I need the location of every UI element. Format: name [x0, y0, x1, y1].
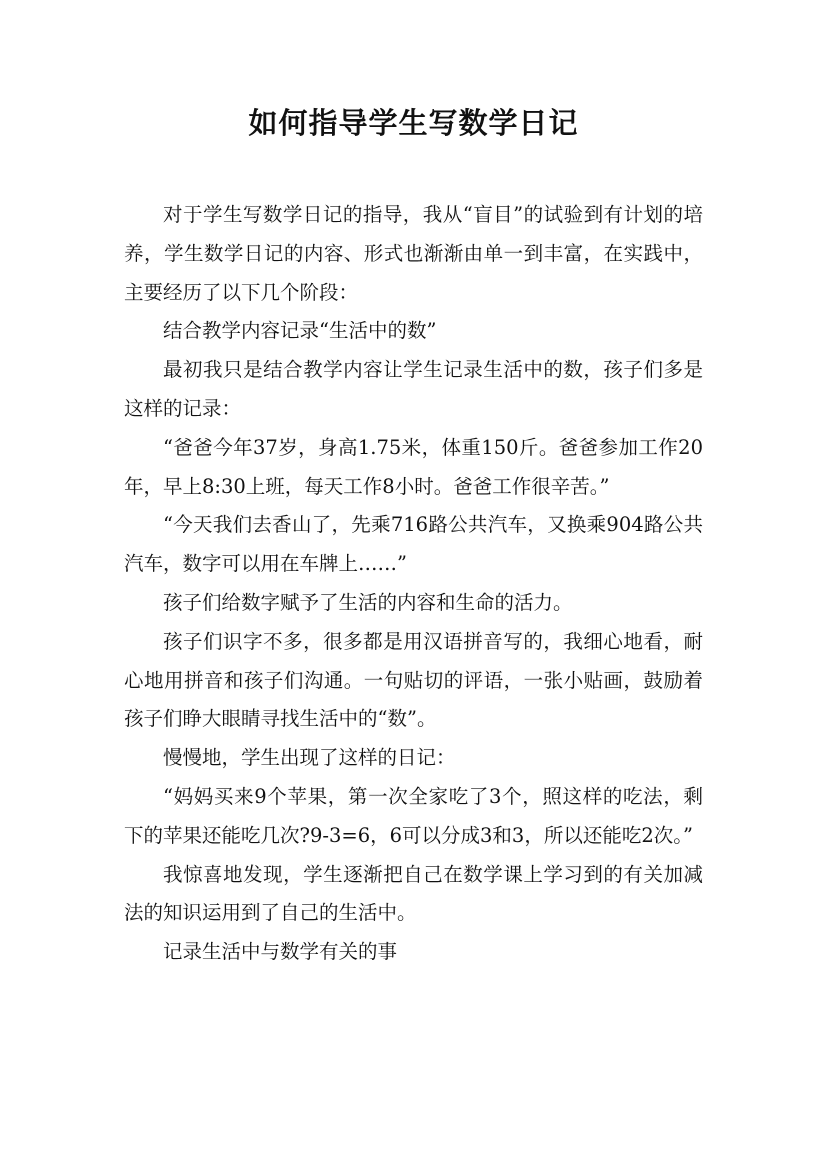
paragraph: 孩子们给数字赋予了生活的内容和生命的活力。 — [163, 590, 573, 614]
section-heading: 记录生活中与数学有关的事 — [163, 940, 398, 964]
section-heading: 结合教学内容记录“生活中的数” — [163, 319, 437, 343]
paragraph: 最初我只是结合教学内容让学生记录生活中的数，孩子们多是这样的记录： — [124, 358, 703, 420]
diary-quote: “爸爸今年37岁，身高1.75米，体重150斤。爸爸参加工作20年，早上8:30上班，每天工作8小时。爸爸工作很辛苦。” — [124, 435, 703, 498]
paragraph: 我惊喜地发现，学生逐渐把自己在数学课上学习到的有关加减法的知识运用到了自己的生活中。 — [124, 862, 703, 925]
paragraph: 慢慢地，学生出现了这样的日记： — [163, 746, 456, 770]
document-body — [124, 196, 703, 972]
diary-quote: “今天我们去香山了，先乘716路公共汽车，又换乘904路公共汽车，数字可以用在车牌上……” — [124, 513, 703, 576]
paragraph: 孩子们识字不多，很多都是用汉语拼音写的，我细心地看，耐心地用拼音和孩子们沟通。一句贴切的评语，一张小贴画，鼓励着孩子们睁大眼睛寻找生活中的“数”。 — [124, 629, 703, 731]
document-title: 如何指导学生写数学日记 — [248, 106, 579, 140]
diary-quote: “妈妈买来9个苹果，第一次全家吃了3个，照这样的吃法，剩下的苹果还能吃几次?9-3=6，6可以分成3和3，所以还能吃2次。” — [124, 784, 703, 847]
paragraph: 对于学生写数学日记的指导，我从“盲目”的试验到有计划的培养，学生数学日记的内容、形式也渐渐由单一到丰富，在实践中，主要经历了以下几个阶段： — [124, 203, 703, 304]
